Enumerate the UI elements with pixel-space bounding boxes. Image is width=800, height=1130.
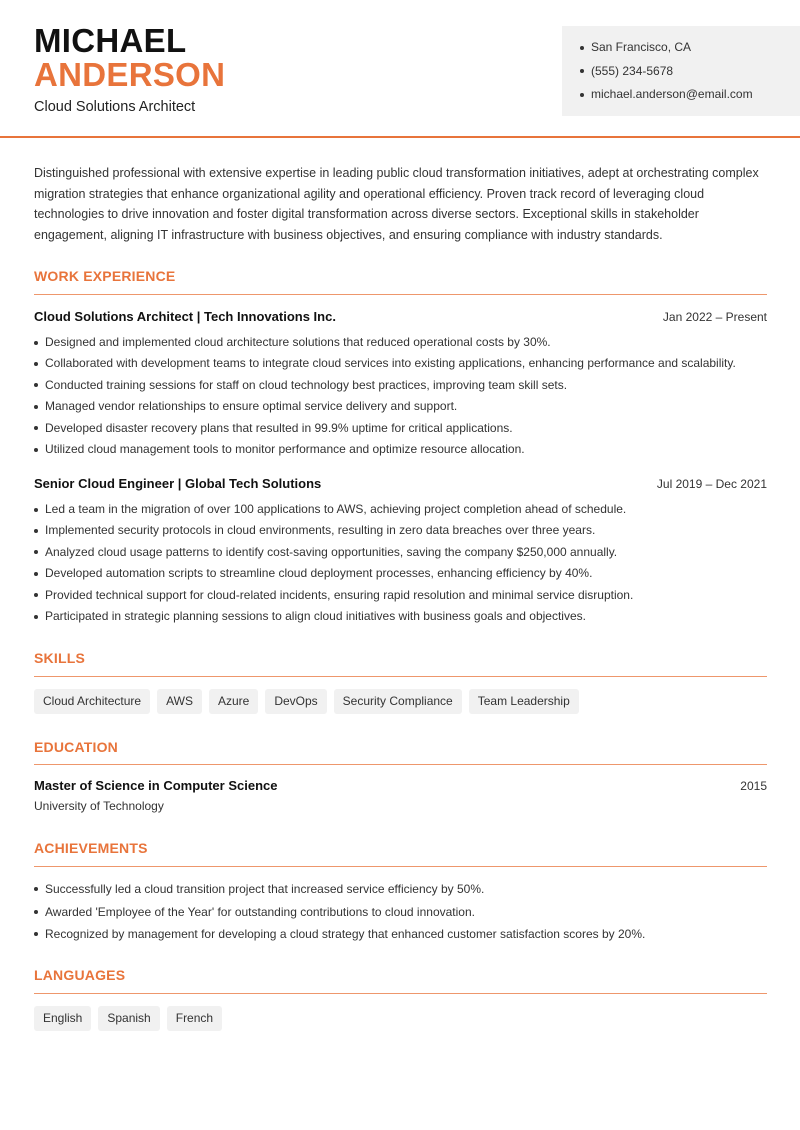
- bullet-icon: [34, 448, 38, 452]
- first-name: MICHAEL: [34, 22, 187, 59]
- job-bullet-list: [34, 332, 774, 460]
- resume-header: [0, 0, 800, 138]
- list-item: Participated in strategic planning sessions to align cloud initiatives with business goals and objectives.: [34, 606, 774, 627]
- bullet-icon: [34, 615, 38, 619]
- job-title: Cloud Solutions Architect: [34, 99, 196, 115]
- list-item: Analyzed cloud usage patterns to identify cost-saving opportunities, saving the company $250,000 annually.: [34, 542, 774, 563]
- education-school: University of Technology: [34, 799, 164, 813]
- job-dates: Jul 2019 – Dec 2021: [656, 476, 767, 491]
- job-header: [34, 309, 767, 324]
- section-title-work: WORK EXPERIENCE: [34, 268, 176, 284]
- bullet-icon: [34, 550, 38, 554]
- bullet-icon: [34, 362, 38, 366]
- section-divider: [34, 764, 767, 765]
- job-heading: Senior Cloud Engineer | Global Tech Solutions: [34, 476, 322, 491]
- bullet-icon: [580, 93, 584, 97]
- bullet-icon: [34, 572, 38, 576]
- skills-tag-list: [34, 689, 579, 714]
- list-item: Developed disaster recovery plans that resulted in 99.9% uptime for critical applications.: [34, 418, 774, 439]
- section-title-skills: SKILLS: [34, 650, 85, 666]
- list-item: Collaborated with development teams to integrate cloud services into existing applications, enhancing performance and scalability.: [34, 353, 774, 374]
- contact-box: [562, 26, 800, 116]
- skill-tag: Team Leadership: [469, 689, 579, 714]
- skill-tag: Security Compliance: [334, 689, 462, 714]
- list-item: Led a team in the migration of over 100 applications to AWS, achieving project completion ahead of schedule.: [34, 499, 774, 520]
- bullet-icon: [34, 383, 38, 387]
- bullet-icon: [34, 341, 38, 345]
- bullet-icon: [580, 46, 584, 50]
- bullet-icon: [34, 405, 38, 409]
- last-name: ANDERSON: [34, 56, 226, 93]
- bullet-icon: [580, 69, 584, 73]
- bullet-icon: [34, 910, 38, 914]
- list-item: Recognized by management for developing a cloud strategy that enhanced customer satisfaction scores by 20%.: [34, 923, 774, 946]
- list-item: Awarded 'Employee of the Year' for outstanding contributions to cloud innovation.: [34, 901, 774, 924]
- job-heading: Cloud Solutions Architect | Tech Innovations Inc.: [34, 309, 336, 324]
- bullet-icon: [34, 887, 38, 891]
- job-bullet-list: [34, 499, 774, 627]
- list-item: Conducted training sessions for staff on cloud technology best practices, improving team skill sets.: [34, 375, 774, 396]
- skill-tag: AWS: [157, 689, 202, 714]
- bullet-icon: [34, 932, 38, 936]
- job-header: [34, 476, 767, 491]
- skill-tag: Cloud Architecture: [34, 689, 150, 714]
- section-divider: [34, 676, 767, 677]
- bullet-icon: [34, 593, 38, 597]
- list-item: Successfully led a cloud transition project that increased service efficiency by 50%.: [34, 878, 774, 901]
- list-item: Designed and implemented cloud architecture solutions that reduced operational costs by 30%.: [34, 332, 774, 353]
- education-degree: Master of Science in Computer Science: [34, 778, 278, 793]
- job-dates: Jan 2022 – Present: [662, 309, 767, 324]
- skill-tag: DevOps: [265, 689, 326, 714]
- list-item: Implemented security protocols in cloud environments, resulting in zero data breaches over three years.: [34, 520, 774, 541]
- section-divider: [34, 993, 767, 994]
- bullet-icon: [34, 508, 38, 512]
- contact-email: [580, 83, 800, 107]
- section-title-achievements: ACHIEVEMENTS: [34, 840, 148, 856]
- bullet-icon: [34, 426, 38, 430]
- language-tag: Spanish: [98, 1006, 159, 1031]
- list-item: Developed automation scripts to streamline cloud deployment processes, enhancing efficiency by 40%.: [34, 563, 774, 584]
- list-item: Provided technical support for cloud-related incidents, ensuring rapid resolution and minimal service disruption.: [34, 585, 774, 606]
- section-title-education: EDUCATION: [34, 739, 118, 755]
- skill-tag: Azure: [209, 689, 258, 714]
- list-item: Utilized cloud management tools to monitor performance and optimize resource allocation.: [34, 439, 774, 460]
- section-divider: [34, 866, 767, 867]
- location-text: San Francisco, CA: [591, 40, 692, 54]
- bullet-icon: [34, 529, 38, 533]
- email-text: michael.anderson@email.com: [591, 87, 753, 101]
- list-item: Managed vendor relationships to ensure optimal service delivery and support.: [34, 396, 774, 417]
- contact-phone: [580, 60, 800, 84]
- contact-location: [580, 36, 800, 60]
- achievements-list: [34, 878, 774, 946]
- section-title-languages: LANGUAGES: [34, 967, 126, 983]
- language-tag: English: [34, 1006, 91, 1031]
- languages-tag-list: [34, 1006, 222, 1031]
- education-header: [34, 778, 767, 793]
- language-tag: French: [167, 1006, 222, 1031]
- summary-paragraph: Distinguished professional with extensive expertise in leading public cloud transformation initiatives, adept at orchestrating complex migration strategies that enhance organizational agility and operational efficiency. Proven track record of leveraging cloud technologies to drive innovation and foster digital transformation across diverse sectors. Exceptional skills in stakeholder engagement, aligning IT infrastructure with business objectives, and ensuring compliance with industry standards.: [34, 166, 759, 243]
- education-year: 2015: [740, 778, 767, 793]
- section-divider: [34, 294, 767, 295]
- phone-text: (555) 234-5678: [591, 63, 674, 78]
